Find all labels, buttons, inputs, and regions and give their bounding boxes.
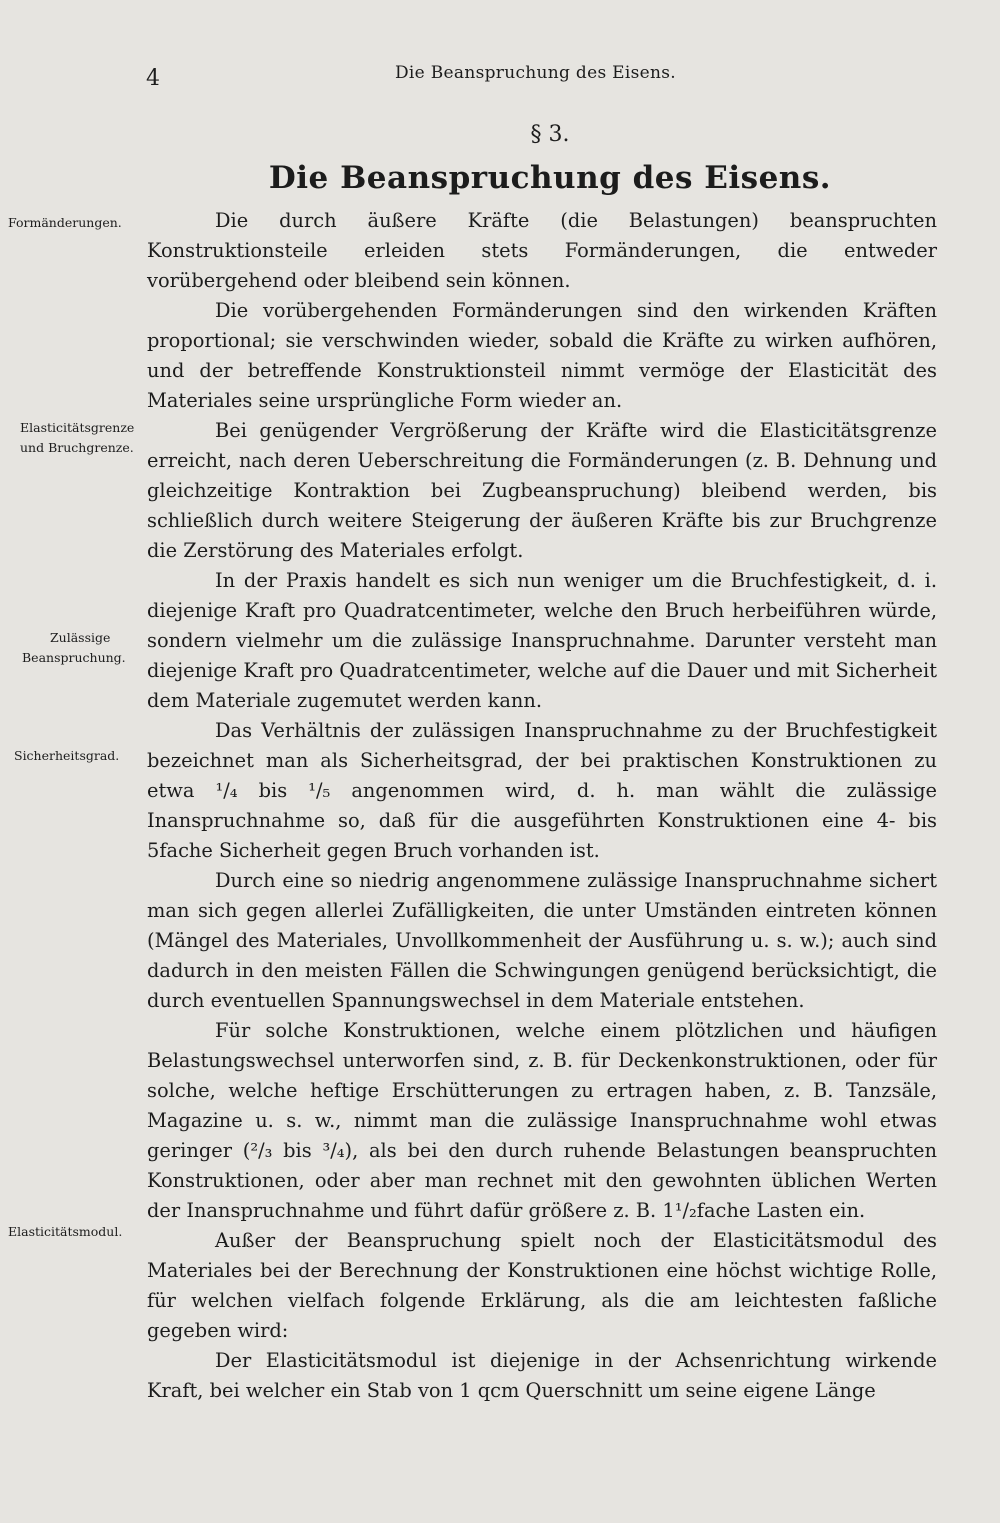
running-title: Die Beanspruchung des Eisens. — [395, 63, 676, 83]
margin-note-bruchgrenze: und Bruchgrenze. — [20, 440, 134, 455]
paragraph-5: Das Verhältnis der zulässigen Inanspruchnahme zu der Bruchfestigkeit bezeichnet man als Sicherheitsgrad, der bei praktischen Konstruktionen zu etwa ¹/₄ bis ¹/₅ angenommen wird, d. h. man wählt die zulässige Inanspruchnahme so, daß für die ausgeführten Konstruktionen eine 4- bis 5fache Sicherheit gegen Bruch vorhanden ist. — [147, 719, 937, 862]
body-text — [147, 206, 937, 1406]
paragraph-9: Der Elasticitätsmodul ist diejenige in der Achsenrichtung wirkende Kraft, bei welcher ein Stab von 1 qcm Querschnitt um seine eigene Länge — [147, 1349, 937, 1402]
section-title: Die Beanspruchung des Eisens. — [268, 160, 832, 196]
paragraph-1: Die durch äußere Kräfte (die Belastungen) beanspruchten Konstruktionsteile erleiden stets Formänderungen, die entweder vorübergehend oder bleibend sein können. — [147, 209, 937, 292]
margin-note-sicherheitsgrad: Sicherheitsgrad. — [14, 748, 120, 763]
paragraph-7: Für solche Konstruktionen, welche einem plötzlichen und häufigen Belastungswechsel unterworfen sind, z. B. für Deckenkonstruktionen, oder für solche, welche heftige Erschütterungen zu ertragen haben, z. B. Tanzsäle, Magazine u. s. w., nimmt man die zulässige Inanspruchnahme wohl etwas geringer (²/₃ bis ³/₄), als bei den durch ruhende Belastungen beanspruchten Konstruktionen, oder aber man rechnet mit den gewohnten üblichen Werten der Inanspruchnahme und führt dafür größere z. B. 1¹/₂fache Lasten ein. — [147, 1019, 937, 1222]
margin-note-zulaessige: Zulässige — [50, 630, 111, 645]
paragraph-3: Bei genügender Vergrößerung der Kräfte wird die Elasticitätsgrenze erreicht, nach deren Ueberschreitung die Formänderungen (z. B. Dehnung und gleichzeitige Kontraktion bei Zugbeanspruchung) bleibend werden, bis schließlich durch weitere Steigerung der äußeren Kräfte bis zur Bruchgrenze die Zerstörung des Materiales erfolgt. — [147, 419, 937, 562]
page-number: 4 — [146, 66, 160, 91]
paragraph-6: Durch eine so niedrig angenommene zulässige Inanspruchnahme sichert man sich gegen allerlei Zufälligkeiten, die unter Umständen eintreten können (Mängel des Materiales, Unvollkommenheit der Ausführung u. s. w.); auch sind dadurch in den meisten Fällen die Schwingungen genügend berücksichtigt, die durch eventuellen Spannungswechsel in dem Materiale entstehen. — [147, 869, 937, 1012]
paragraph-8: Außer der Beanspruchung spielt noch der Elasticitätsmodul des Materiales bei der Berechnung der Konstruktionen eine höchst wichtige Rolle, für welchen vielfach folgende Erklärung, als die am leichtesten faßliche gegeben wird: — [147, 1229, 937, 1342]
margin-note-beanspruchung: Beanspruchung. — [22, 650, 126, 665]
paragraph-2: Die vorübergehenden Formänderungen sind den wirkenden Kräften proportional; sie verschwinden wieder, sobald die Kräfte zu wirken aufhören, und der betreffende Konstruktionsteil nimmt vermöge der Elasticität des Materiales seine ursprüngliche Form wieder an. — [147, 299, 937, 412]
paragraph-4: In der Praxis handelt es sich nun weniger um die Bruchfestigkeit, d. i. diejenige Kraft pro Quadratcentimeter, welche den Bruch herbeiführen würde, sondern vielmehr um die zulässige Inanspruchnahme. Darunter versteht man diejenige Kraft pro Quadratcentimeter, welche auf die Dauer und mit Sicherheit dem Materiale zugemutet werden kann. — [147, 569, 937, 712]
margin-note-elasticitaetsmodul: Elasticitätsmodul. — [8, 1224, 123, 1239]
margin-note-elasticitaetsgrenze: Elasticitätsgrenze — [20, 420, 135, 435]
margin-note-formaenderungen: Formänderungen. — [8, 215, 122, 230]
section-number: § 3. — [530, 122, 570, 147]
